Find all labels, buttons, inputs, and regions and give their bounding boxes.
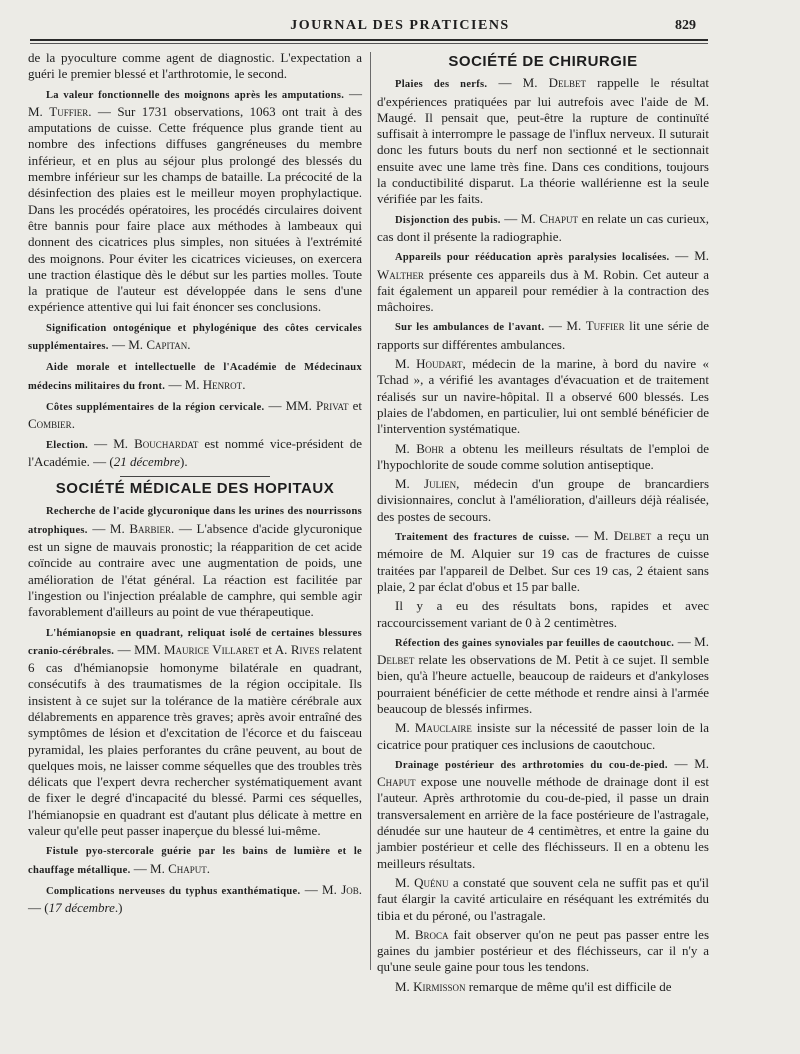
entry-cotes-supplementaires: Côtes supplémentaires de la région cervicale. — MM. Privat et Combier. [28,397,362,432]
author-name: Kirmisson [413,978,466,994]
page-number: 829 [675,18,696,33]
entry-title: Réfection des gaines synoviales par feuilles de caoutchouc. [395,637,675,649]
section-heading-hopitaux: SOCIÉTÉ MÉDICALE DES HOPITAUX [55,480,335,498]
author-name: Houdart [416,356,463,372]
entry-title: Election. [46,439,89,451]
author-name: Capitan [146,337,188,353]
author-name: Combier [28,416,72,432]
entry-title: La valeur fonctionnelle des moignons après les amputations. [46,89,345,101]
author-name: Delbet [377,652,415,668]
header-rule-thin [30,43,708,44]
entry-fractures-cuisse: Traitement des fractures de cuisse. — M. Delbet a reçu un mémoire de M. Alquier sur 19 cas de fractures de cuisse traitées par l'appareil de Delbet. Sur ces 19 cas, 2 étaient sans plaie, 2 par éclat d'obus et 15 par balle. [377,528,709,594]
column-divider [370,52,371,970]
author-name: Quénu [414,874,449,890]
author-name: Walther [377,266,424,282]
paragraph: M. Bohr a obtenu les meilleurs résultats de l'emploi de l'hypochlorite de soude comme solution antiseptique. [377,440,710,472]
entry-plaies-nerfs: Plaies des nerfs. — M. Delbet rappelle le résultat d'expériences pratiquées par lui autrefois avec l'aide de M. Maugé. Il pensait que, peut-être la rupture de continuïté suffisait à interrompre le passage de l'influx nerveux. Il suturait donc les futurs bouts du nerf non sectionné et le sectionnait ensuite avec une lame très fine. Dans ces conditions, toujours la conductibilité disparut. La théorie wallérienne est la seule vérifiée par les faits. [377,75,709,207]
entry-election: Election. — M. Bouchardat est nommé vice-président de l'Académie. — (21 décembre). [28,435,362,469]
entry-title: Drainage postérieur des arthrotomies du cou-de-pied. [395,759,668,771]
entry-amputations: La valeur fonctionnelle des moignons après les amputations. — M. Tuffier. — Sur 1731 observations, 1063 ont trait à des amputations de cuisse. Cette fréquence plus grande tient au nombre des infections diffuses gangréneuses du membre inférieur, et en plus au séjour plus prolongé des blessés du membre inférieur sur les champs de bataille. La précocité de la désinfection des plaies est le meilleur moyen prophylactique. Dans les procédés opératoires, les procédés circulaires doivent être bannis pour faire place aux méthodes à lambeaux qui donnent des cicatrices plus simples, non situées à l'extrémité des moignons. Pour éviter les cicatrices vicieuses, on exercera une traction élastique dès le début sur les parties molles. Toute la pratique de l'auteur est développée dans le sens d'une expérience attentive qui lui fait énoncer ses conclusions. [28,85,362,315]
author-name: Delbet [548,75,587,91]
author-name: Maurice Villaret [163,641,260,657]
header-rule [30,39,708,41]
session-date: 17 décembre [48,900,115,916]
entry-title: Traitement des fractures de cuisse. [395,532,570,544]
author-name: Broca [414,926,449,942]
author-name: Mauclaire [414,720,472,736]
entry-acide-glycuronique: Recherche de l'acide glycuronique dans les urines des nourrissons atrophiques. — M. Barbier. — L'absence d'acide glycuronique est un signe de mauvais pronostic; la réapparition de cet acide coïncide au contraire avec une augmentation de poids, une amélioration de l'état général. La réaction est facilitée par l'ingestion ou l'injection préalable de camphre, qui semble agir favorablement d'ailleurs au point de vue thérapeutique. [28,506,363,620]
author-name: Rives [290,641,320,657]
paragraph: Il y a eu des résultats bons, rapides et avec raccourcissement variant de 0 à 2 centimètres. [377,598,709,630]
entry-title: Aide morale et intellectuelle de l'Académie de Médecinaux médecins militaires du front. [28,362,362,392]
entry-title: Complications nerveuses du typhus exanthématique. [46,885,301,897]
author-name: Barbier [129,520,172,536]
paragraph: M. Mauclaire insiste sur la nécessité de passer loin de la cicatrice pour pratiquer ces inclusions de caoutchouc. [377,720,709,752]
entry-fistule: Fistule pyo-stercorale guérie par les bains de lumière et le chauffage métallique. — M. Chaput. [28,846,362,876]
paragraph: M. Kirmisson remarque de même qu'il est difficile de [395,978,672,994]
paragraph: M. Julien, médecin d'un groupe de brancardiers divisionnaires, conclut à l'amélioration, d'ailleurs déjà réalisée, des postes de secours. [377,476,710,524]
right-column [377,50,709,998]
section-heading-chirurgie: SOCIÉTÉ DE CHIRURGIE [448,53,638,70]
entry-title: Plaies des nerfs. [395,79,488,91]
paragraph: de la pyoculture comme agent de diagnostic. L'expectation a guéri le premier blessé et l'arthrotomie, le second. [28,50,362,82]
author-name: Chaput [377,774,416,790]
entry-title: Signification ontogénique et phylogénique des côtes cervicales supplémentaires. [28,322,362,353]
entry-ambulances: Sur les ambulances de l'avant. — M. Tuffier lit une série de rapports sur différentes ambulances. [377,318,710,352]
author-name: Delbet [613,528,652,544]
entry-drainage: Drainage postérieur des arthrotomies du cou-de-pied. — M. Chaput expose une nouvelle méthode de drainage dont il est l'auteur. Après arthrotomie du cou-de-pied, il passe un drain transversalement en arrière de la face postérieure de l'astragale, dénudée sur une hauteur de 4 centimètres, et entre la gaine du jambier postérieur et celle des fléchisseurs. Il en a obtenu les meilleurs résultats. [377,755,710,871]
paragraph: M. Quénu a constaté que souvent cela ne suffit pas et qu'il faut élargir la cavité articulaire en réséquant les extrémités du tibia et du péroné, ou l'astragale. [377,874,710,923]
author-name: Tuffier [585,318,625,334]
journal-title: JOURNAL DES PRATICIENS [290,18,510,33]
session-date: 21 décembre [113,453,181,469]
paragraph: M. Broca fait observer qu'on ne peut pas passer entre les gaines du jambier postérieur et des fléchisseurs, car il n'y a qu'une seule gaine pour tous les tendons. [377,926,709,975]
entry-title: Sur les ambulances de l'avant. [395,322,545,334]
entry-hemianopsie: L'hémianopsie en quadrant, reliquat isolé de certaines blessures cranio-cérébrales. — MM. Maurice Villaret et A. Rives relatent 6 cas d'hémianopsie homonyme bilatérale en quadrant, consécutifs à des traumatismes de la région occipitale. Ils insistent à ce sujet sur la tolérance de la matière cérébrale aux délabrements en apparence très graves; après avoir entraîné des symptômes de lésion et d'excitation de l'écorce et du faisceau pyramidal, les plaies perforantes du crâne peuvent, au bout de quelques mois, ne laisser comme séquelles que des troubles très délicats que l'expert devra rechercher systématiquement avant de fixer le degré d'incapacité du blessé. Parmi ces séquelles, l'hémianopsie en quadrant est d'autant plus délicate à mettre en valeur qu'elle peut passer inaperçue du blessé lui-même. [28,627,362,839]
section-rule [120,476,270,477]
entry-aide-morale: Aide morale et intellectuelle de l'Académie de Médecinaux médecins militaires du front. — M. Henrot. [28,362,362,392]
author-name: Chaput [168,860,207,876]
entry-disjonction-pubis: Disjonction des pubis. — M. Chaput en relate un cas curieux, cas dont il présente la radiographie. [377,210,710,244]
entry-title: L'hémianopsie en quadrant, reliquat isolé de certaines blessures cranio-cérébrales. [28,627,362,657]
entry-cotes-cervicales: Signification ontogénique et phylogénique des côtes cervicales supplémentaires. — M. Capitan. [28,322,362,353]
entry-title: Appareils pour rééducation après paralysies localisées. [395,252,670,264]
author-name: Chaput [539,210,578,226]
entry-title: Disjonction des pubis. [395,214,501,226]
paragraph: M. Houdart, médecin de la marine, à bord du navire « Tchad », a vérifié les avantages d'évacuation et de traitement réalisés sur un navire-hôpital. Il a observé 600 blessés. Les plaies de l'abdomen, en particulier, lui ont semblé bénéficier de l'intervention systématique. [377,356,709,437]
author-name: Bouchardat [134,435,199,451]
left-column [28,50,362,920]
author-name: Henrot [202,376,243,392]
author-name: Bohr [416,440,444,456]
author-name: Julien [424,476,457,492]
entry-typhus: Complications nerveuses du typhus exanthématique. — M. Job. — (17 décembre.) [28,881,362,916]
page-header [0,0,800,50]
entry-title: Fistule pyo-stercorale guérie par les bains de lumière et le chauffage métallique. [28,846,362,876]
entry-title: Côtes supplémentaires de la région cervicale. [46,401,265,413]
entry-title: Recherche de l'acide glycuronique dans les urines des nourrissons atrophiques. [28,506,362,536]
author-name: Tuffier [49,103,89,119]
entry-gaines-synoviales: Réfection des gaines synoviales par feuilles de caoutchouc. — M. Delbet relate les observations de M. Petit à ce sujet. Il semble bien, qu'à l'heure actuelle, beaucoup de raideurs et d'ankyloses pourraient bénéficier de cette méthode et rendre ainsi à l'armée beaucoup de blessés infirmes. [377,633,709,716]
author-name: Job [341,881,359,897]
entry-appareils-reeducation: Appareils pour rééducation après paralysies localisées. — M. Walther présente ces appareils dus à M. Robin. Cet auteur a fait également un appareil pour remédier à la contraction des mâchoires. [377,248,710,315]
author-name: Privat [315,397,349,413]
